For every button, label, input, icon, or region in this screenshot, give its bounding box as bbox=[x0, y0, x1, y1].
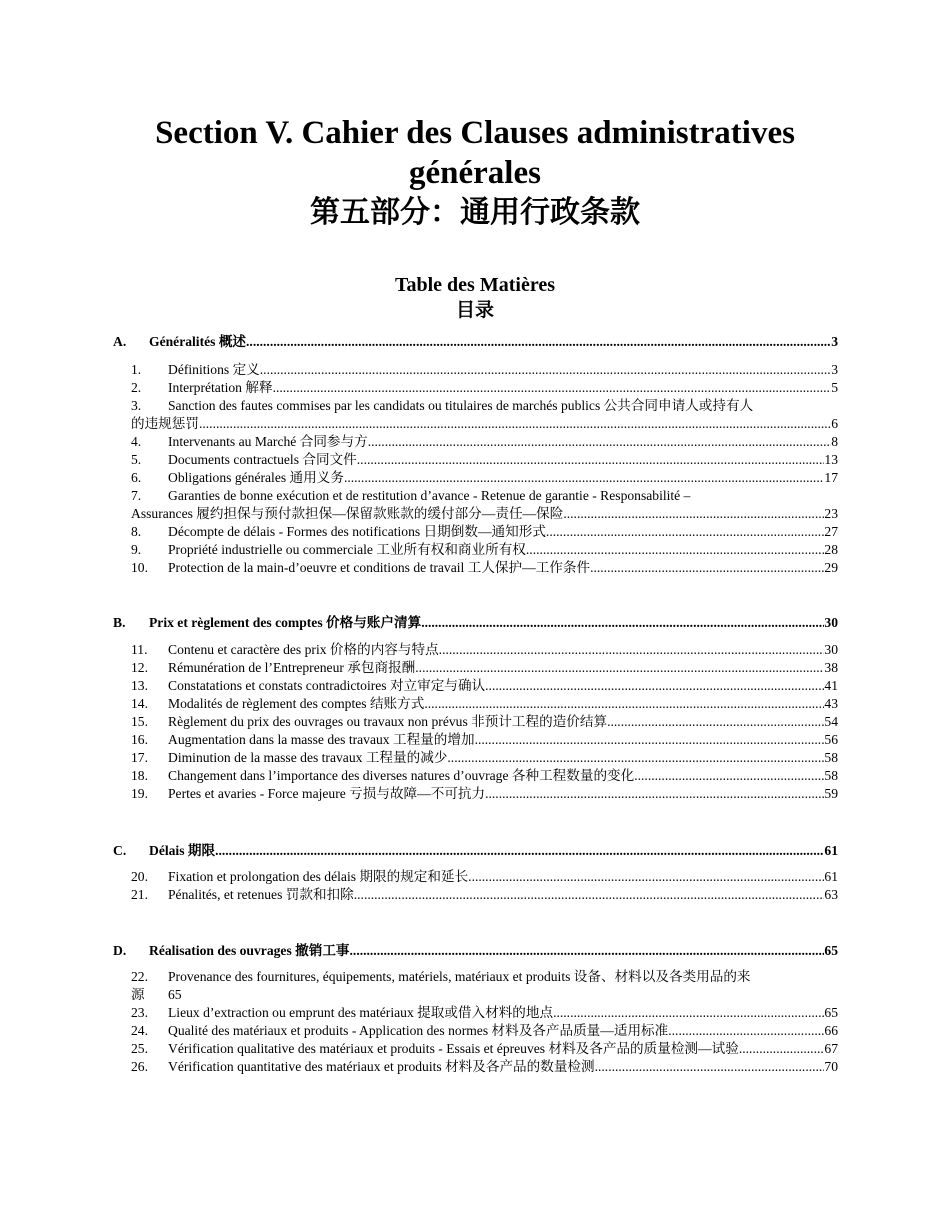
toc-item-label: Obligations générales 通用义务 bbox=[168, 470, 344, 485]
toc-leader bbox=[739, 1040, 825, 1058]
toc-page-number: 58 bbox=[824, 750, 838, 765]
toc-section-a[interactable] bbox=[113, 332, 838, 351]
toc-item-label: Augmentation dans la masse des travaux 工程量的增加 bbox=[168, 732, 475, 747]
toc-item-label: Contenu et caractère des prix 价格的内容与特点 bbox=[168, 642, 439, 657]
toc-item-number: 3. bbox=[131, 398, 142, 413]
toc-item-number: 20. bbox=[131, 869, 148, 884]
toc-section-letter: D. bbox=[113, 943, 127, 958]
toc-leader bbox=[246, 332, 831, 351]
toc-item-number: 8. bbox=[131, 524, 142, 539]
toc-page-number: 65 bbox=[824, 943, 838, 958]
toc-section-label: Généralités 概述 bbox=[149, 334, 247, 349]
toc-item-label: Définitions 定义 bbox=[168, 362, 260, 377]
toc-leader bbox=[368, 433, 832, 451]
toc-item-label-continued: Assurances 履约担保与预付款担保—保留款账款的缓付部分—责任—保险 bbox=[131, 506, 564, 521]
toc-page-number: 5 bbox=[831, 380, 838, 395]
section-title-line2: générales bbox=[409, 155, 541, 191]
toc-item-label: Règlement du prix des ouvrages ou travaux non prévus 非预计工程的造价结算 bbox=[168, 714, 608, 729]
toc-page-number: 23 bbox=[824, 506, 838, 521]
toc-item-label: Protection de la main-d’oeuvre et conditions de travail 工人保护—工作条件 bbox=[168, 560, 591, 575]
toc-leader bbox=[357, 451, 825, 469]
toc-page-number: 28 bbox=[824, 542, 838, 557]
toc-item-label-continued: 源 bbox=[131, 987, 145, 1002]
toc-page-number: 30 bbox=[824, 615, 838, 630]
toc-item-number: 13. bbox=[131, 678, 148, 693]
toc-item-label: Pertes et avaries - Force majeure 亏损与故障—不可抗力 bbox=[168, 786, 486, 801]
toc-leader bbox=[421, 613, 824, 632]
toc-leader bbox=[199, 415, 831, 433]
toc-section-label: Réalisation des ouvrages 撤销工事 bbox=[149, 943, 350, 958]
toc-leader bbox=[468, 868, 824, 886]
toc-leader bbox=[273, 379, 832, 397]
toc-item-number: 16. bbox=[131, 732, 148, 747]
toc-leader bbox=[344, 469, 824, 487]
toc-page-number: 3 bbox=[831, 334, 838, 349]
toc-item-number: 1. bbox=[131, 362, 142, 377]
toc-item-number: 12. bbox=[131, 660, 148, 675]
toc-page-number: 13 bbox=[824, 452, 838, 467]
toc-page-number: 58 bbox=[824, 768, 838, 783]
toc-item-number: 26. bbox=[131, 1059, 148, 1074]
toc-section-d[interactable] bbox=[113, 941, 838, 960]
toc-item-number: 18. bbox=[131, 768, 148, 783]
toc-item-label: Sanction des fautes commises par les candidats ou titulaires de marchés publics 公共合同申请人或持有人 bbox=[168, 398, 754, 413]
toc-item-number: 17. bbox=[131, 750, 148, 765]
toc-page-number: 61 bbox=[824, 869, 838, 884]
toc-leader bbox=[475, 731, 825, 749]
toc-item-label: Provenance des fournitures, équipements, matériels, matériaux et produits 设备、材料以及各类用品的来 bbox=[168, 969, 751, 984]
toc-leader bbox=[595, 1058, 825, 1076]
toc-heading-chinese: 目录 bbox=[455, 300, 494, 321]
toc-item-number: 14. bbox=[131, 696, 148, 711]
toc-page-number: 56 bbox=[824, 732, 838, 747]
toc-item-number: 11. bbox=[131, 642, 148, 657]
toc-page-number: 65 bbox=[824, 1005, 838, 1020]
toc-item-label: Modalités de règlement des comptes 结账方式 bbox=[168, 696, 425, 711]
toc-item-number: 7. bbox=[131, 488, 142, 503]
toc-item-number: 15. bbox=[131, 714, 148, 729]
toc-leader bbox=[546, 523, 824, 541]
toc-page-number: 66 bbox=[824, 1023, 838, 1038]
toc-page-number: 59 bbox=[824, 786, 838, 801]
toc-item-label-continued: 的违规惩罚 bbox=[131, 416, 199, 431]
toc-leader bbox=[354, 886, 825, 904]
toc-page-number: 41 bbox=[824, 678, 838, 693]
section-title bbox=[60, 113, 890, 193]
toc-item-number: 22. bbox=[131, 969, 148, 984]
toc-item-number: 23. bbox=[131, 1005, 148, 1020]
toc-heading: Table des Matières bbox=[395, 274, 555, 296]
toc-leader bbox=[439, 641, 825, 659]
toc-item-label: Qualité des matériaux et produits - Application des normes 材料及各产品质量—适用标准 bbox=[168, 1023, 669, 1038]
toc-section-letter: B. bbox=[113, 615, 126, 630]
toc-item-label: Pénalités, et retenues 罚款和扣除 bbox=[168, 887, 354, 902]
toc-leader bbox=[415, 659, 824, 677]
toc-item-number: 5. bbox=[131, 452, 142, 467]
toc-item-label: Garanties de bonne exécution et de restitution d’avance - Retenue de garantie - Responsabilité – bbox=[168, 488, 691, 503]
toc-leader bbox=[668, 1022, 824, 1040]
toc-leader bbox=[634, 767, 824, 785]
toc-item-label: Documents contractuels 合同文件 bbox=[168, 452, 357, 467]
toc-item-label: Intervenants au Marché 合同参与方 bbox=[168, 434, 368, 449]
toc-page-number: 63 bbox=[824, 887, 838, 902]
toc-page-number: 65 bbox=[168, 987, 182, 1002]
toc-leader bbox=[526, 541, 825, 559]
toc-leader bbox=[447, 749, 824, 767]
toc-leader bbox=[260, 361, 831, 379]
toc-item-number: 10. bbox=[131, 560, 148, 575]
section-title-line1: Section V. Cahier des Clauses administratives bbox=[155, 115, 795, 151]
toc-leader bbox=[215, 841, 824, 860]
toc-leader bbox=[424, 695, 824, 713]
toc-item-number: 19. bbox=[131, 786, 148, 801]
toc-section-label: Prix et règlement des comptes 价格与账户清算 bbox=[149, 615, 422, 630]
toc-page-number: 17 bbox=[824, 470, 838, 485]
toc-leader bbox=[485, 785, 824, 803]
toc-page-number: 30 bbox=[824, 642, 838, 657]
toc-section-letter: A. bbox=[113, 334, 127, 349]
toc-page-number: 61 bbox=[824, 843, 838, 858]
toc-section-c[interactable] bbox=[113, 841, 838, 860]
toc-page-number: 70 bbox=[824, 1059, 838, 1074]
toc-item-number: 6. bbox=[131, 470, 142, 485]
toc-item-number: 2. bbox=[131, 380, 142, 395]
toc-section-label: Délais 期限 bbox=[149, 843, 216, 858]
toc-item-label: Diminution de la masse des travaux 工程量的减少 bbox=[168, 750, 448, 765]
toc-section-b[interactable] bbox=[113, 613, 838, 632]
toc-item-label: Lieux d’extraction ou emprunt des matériaux 提取或借入材料的地点 bbox=[168, 1005, 554, 1020]
toc-item-number: 24. bbox=[131, 1023, 148, 1038]
toc-page-number: 8 bbox=[831, 434, 838, 449]
toc-page-number: 3 bbox=[831, 362, 838, 377]
toc-item-label: Interprétation 解释 bbox=[168, 380, 273, 395]
section-title-chinese: 第五部分：通用行政条款 bbox=[310, 196, 640, 229]
toc-item-label: Vérification quantitative des matériaux et produits 材料及各产品的数量检测 bbox=[168, 1059, 595, 1074]
toc-leader bbox=[590, 559, 824, 577]
toc-page-number: 54 bbox=[824, 714, 838, 729]
toc-leader bbox=[350, 941, 825, 960]
toc-leader bbox=[563, 505, 824, 523]
toc-leader bbox=[553, 1004, 824, 1022]
toc-item-number: 9. bbox=[131, 542, 142, 557]
toc-item-label: Changement dans l’importance des diverses natures d’ouvrage 各种工程数量的变化 bbox=[168, 768, 635, 783]
toc-item-number: 21. bbox=[131, 887, 148, 902]
toc-leader bbox=[607, 713, 824, 731]
toc-item-number: 4. bbox=[131, 434, 142, 449]
toc-page-number: 29 bbox=[824, 560, 838, 575]
toc-item-number: 25. bbox=[131, 1041, 148, 1056]
toc-page-number: 67 bbox=[824, 1041, 838, 1056]
toc-item-label: Vérification qualitative des matériaux et produits - Essais et épreuves 材料及各产品的质量检测—试验 bbox=[168, 1041, 739, 1056]
toc-item-label: Fixation et prolongation des délais 期限的规定和延长 bbox=[168, 869, 469, 884]
toc-item-label: Constatations et constats contradictoires 对立审定与确认 bbox=[168, 678, 486, 693]
toc-item-label: Rémunération de l’Entrepreneur 承包商报酬 bbox=[168, 660, 416, 675]
toc-page-number: 27 bbox=[824, 524, 838, 539]
toc-leader bbox=[485, 677, 824, 695]
toc-page-number: 38 bbox=[824, 660, 838, 675]
toc-item-label: Propriété industrielle ou commerciale 工业所有权和商业所有权 bbox=[168, 542, 526, 557]
toc-page-number: 43 bbox=[824, 696, 838, 711]
toc-page-number: 6 bbox=[831, 416, 838, 431]
toc-section-letter: C. bbox=[113, 843, 127, 858]
toc-item-label: Décompte de délais - Formes des notifications 日期倒数—通知形式 bbox=[168, 524, 546, 539]
